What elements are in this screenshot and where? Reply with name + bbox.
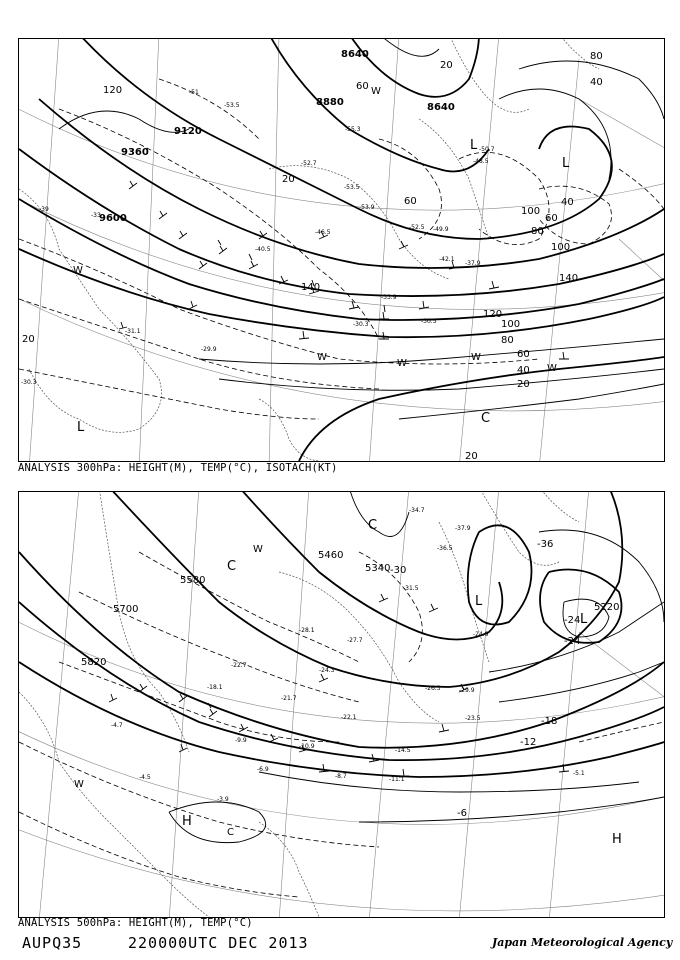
temp-value: -28.1: [299, 627, 315, 634]
low-pressure-symbol: L: [77, 420, 85, 435]
warm-symbol: W: [253, 544, 263, 555]
cold-symbol: C: [227, 827, 234, 838]
temp-value: -4.5: [139, 774, 151, 781]
map-500hpa-svg: [19, 492, 664, 917]
cold-symbol: C: [227, 559, 237, 574]
cold-symbol: C: [481, 411, 491, 426]
temp-value: -24.9: [473, 631, 489, 638]
isotach-label: 120: [103, 85, 123, 96]
temp-value: -29.9: [459, 687, 475, 694]
isotach-label: 80: [501, 335, 514, 346]
temp-value: -48.5: [473, 158, 489, 165]
low-pressure-symbol: L: [475, 594, 483, 609]
temp-value: -31.5: [403, 585, 419, 592]
warm-symbol: W: [74, 779, 84, 790]
temp-value: -29.9: [201, 346, 217, 353]
temp-value: -26.3: [425, 685, 441, 692]
warm-symbol: W: [397, 358, 407, 369]
temp-value: -33.9: [381, 294, 397, 301]
warm-symbol: W: [547, 363, 557, 374]
isotach-label: 60: [404, 196, 417, 207]
temp-value: -39: [39, 206, 49, 213]
temp-value: -18.1: [207, 684, 223, 691]
coastline: [19, 492, 579, 917]
map-300hpa-svg: [19, 39, 664, 461]
temp-value: -10.9: [299, 743, 315, 750]
warm-symbol: W: [317, 352, 327, 363]
isotherm-label: -36: [537, 539, 554, 550]
temp-value: -34.7: [409, 507, 425, 514]
temp-value: -24.3: [319, 667, 335, 674]
height-label: 9360: [121, 147, 149, 158]
temp-value: -27.7: [347, 637, 363, 644]
temp-value: -40.5: [255, 246, 271, 253]
temp-value: -5.1: [573, 770, 585, 777]
caption-500hpa: ANALYSIS 500hPa: HEIGHT(M), TEMP(°C): [18, 917, 253, 929]
isotach-label: 20: [282, 174, 295, 185]
isotach-label: 120: [483, 309, 503, 320]
height-label: 5580: [180, 575, 206, 586]
cold-symbol: C: [368, 518, 378, 533]
isotherm-label: -24: [564, 636, 581, 647]
low-pressure-symbol: L: [470, 138, 478, 153]
temp-value: -50.7: [479, 146, 495, 153]
temp-value: -37.9: [465, 260, 481, 267]
low-pressure-symbol: L: [562, 156, 570, 171]
height-label: 9600: [99, 213, 127, 224]
height-label: 8640: [427, 102, 455, 113]
temp-value: -52.7: [301, 160, 317, 167]
warm-symbol: W: [73, 265, 83, 276]
height-label: 5820: [81, 657, 107, 668]
temp-value: -31.1: [125, 328, 141, 335]
isotherm-label: -30: [390, 565, 407, 576]
isotach-label: 60: [545, 213, 558, 224]
isotherm-label: -12: [520, 737, 537, 748]
temp-value: -30.5: [421, 318, 437, 325]
temp-value: -6.9: [257, 766, 269, 773]
temp-value: -23.5: [465, 715, 481, 722]
isotach-label: 140: [559, 273, 579, 284]
coastline: [19, 39, 599, 461]
height-label: 5340: [365, 563, 391, 574]
isotach-label: 20: [465, 451, 478, 461]
isotach-label: 20: [440, 60, 453, 71]
height-label: 5700: [113, 604, 139, 615]
temp-value: -30.3: [353, 321, 369, 328]
isotach-label: 100: [521, 206, 541, 217]
height-label: 5220: [594, 602, 620, 613]
analysis-500hpa-map: [18, 491, 665, 918]
caption-300hpa: ANALYSIS 300hPa: HEIGHT(M), TEMP(°C), ISOTACH(KT): [18, 462, 338, 474]
temp-value: -53.5: [224, 102, 240, 109]
height-label: 5460: [318, 550, 344, 561]
temp-value: -8.7: [335, 773, 347, 780]
temp-value: -3.9: [217, 796, 229, 803]
chart-code: AUPQ35: [22, 934, 83, 952]
temp-value: -53.9: [359, 204, 375, 211]
temp-value: -33: [91, 212, 101, 219]
temp-value: -55.3: [345, 126, 361, 133]
isotach-label: 40: [590, 77, 603, 88]
isotach-label: 20: [517, 379, 530, 390]
height-label: 8880: [316, 97, 344, 108]
height-label: 8640: [341, 49, 369, 60]
temp-value: -21.7: [281, 695, 297, 702]
isotach-label: 80: [531, 226, 544, 237]
temp-value: -53.5: [344, 184, 360, 191]
isotach-label: 20: [22, 334, 35, 345]
isotherm-label: -24: [564, 615, 581, 626]
height-label: 9120: [174, 126, 202, 137]
isotherm-label: -6: [457, 808, 467, 819]
low-pressure-symbol: L: [580, 612, 588, 627]
agency-name: Japan Meteorological Agency: [492, 936, 673, 949]
temp-value: -14.5: [395, 747, 411, 754]
warm-symbol: W: [471, 352, 481, 363]
temp-value: -42.1: [439, 256, 455, 263]
temp-value: -22.1: [341, 714, 357, 721]
isotach-label: 100: [551, 242, 571, 253]
warm-symbol: W: [371, 86, 381, 97]
valid-time: 220000UTC DEC 2013: [128, 934, 309, 952]
isotach-label: 60: [517, 349, 530, 360]
temp-value: -37.9: [455, 525, 471, 532]
temp-value: -46.5: [315, 229, 331, 236]
isotach-label: 40: [561, 197, 574, 208]
analysis-300hpa-map: [18, 38, 665, 462]
temp-value: -36.5: [437, 545, 453, 552]
temp-value: -51: [189, 89, 199, 96]
isotach-label: 40: [517, 365, 530, 376]
high-pressure-symbol: H: [182, 814, 192, 829]
temp-value: -9.9: [235, 737, 247, 744]
high-pressure-symbol: H: [612, 832, 622, 847]
temp-value: -52.5: [409, 224, 425, 231]
temp-value: -22.7: [231, 662, 247, 669]
temp-value: -30.3: [21, 379, 37, 386]
isotach-label: 60: [356, 81, 369, 92]
isotach-label: 100: [501, 319, 521, 330]
isotherm-label: -18: [541, 716, 558, 727]
temp-value: -11.1: [389, 776, 405, 783]
isotach-label: 140: [301, 282, 321, 293]
height-contours: [19, 492, 664, 777]
temp-value: -4.7: [111, 722, 123, 729]
isotach-label: 80: [590, 51, 603, 62]
temp-value: -49.9: [433, 226, 449, 233]
